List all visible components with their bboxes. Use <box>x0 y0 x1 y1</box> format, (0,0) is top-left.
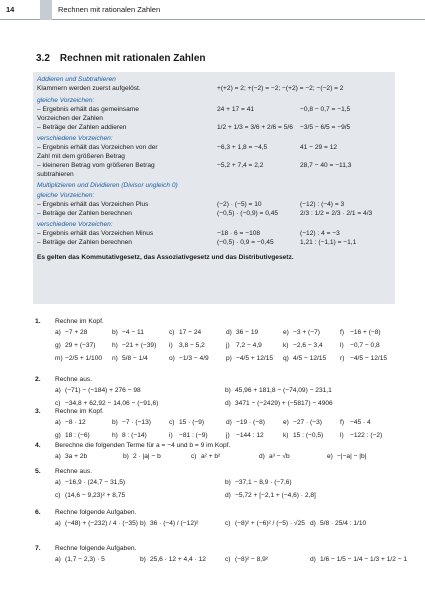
rule-line: 2/3 : 1/2 = 2/3 · 2/1 = 4/3 <box>300 210 373 217</box>
task-label: d) <box>225 492 231 499</box>
section-number: 3.2 <box>36 53 50 64</box>
task-label: f) <box>340 419 345 426</box>
task-label: b) <box>112 329 118 336</box>
task-label: a) <box>55 329 61 336</box>
task-label: d) <box>259 453 265 460</box>
task-label: j) <box>226 342 230 349</box>
task-label: d) <box>226 419 232 426</box>
task-label: h) <box>112 342 118 349</box>
task-expression: 7,2 − 4,9 <box>236 342 262 349</box>
exercise-instruction: Rechne aus. <box>55 468 93 475</box>
task-expression: −27 · (−3) <box>293 419 322 426</box>
task-expression: −122 : (−2) <box>350 432 383 439</box>
task-expression: 2 · |a| − b <box>133 453 161 460</box>
task-label: n) <box>112 355 118 362</box>
exercise-number: 7. <box>35 545 41 552</box>
task-label: a) <box>55 453 61 460</box>
exercise-number: 1. <box>35 318 41 325</box>
task-label: b) <box>225 479 231 486</box>
task-expression: −81 : (−9) <box>179 432 208 439</box>
rule-subheading: verschiedene Vorzeichen: <box>37 135 113 142</box>
task-expression: 45,96 + 181,8 − (−74,09) − 231,1 <box>235 387 332 394</box>
exercise-instruction: Berechne die folgenden Terme für a = −4 und b = 9 im Kopf. <box>55 442 231 449</box>
exercise-number: 3. <box>35 408 41 415</box>
task-expression: −7 + 28 <box>65 329 88 336</box>
task-label: d) <box>310 520 316 527</box>
task-expression: 3471 − (−2429) + (−5817) − 4906 <box>235 400 333 407</box>
task-expression: 3a + 2b <box>65 453 88 460</box>
task-label: m) <box>55 355 63 362</box>
task-label: b) <box>112 419 118 426</box>
task-expression: 4/5 − 12/15 <box>293 355 327 362</box>
task-expression: (−48) + (−232) / 4 · (−35) <box>65 520 138 527</box>
task-expression: (−71) − (−184) + 276 − 98 <box>65 387 141 394</box>
task-label: q) <box>283 355 289 362</box>
task-label: k) <box>283 432 289 439</box>
task-label: b) <box>225 387 231 394</box>
task-expression: 3,8 − 5,2 <box>179 342 205 349</box>
task-expression: −16 + (−8) <box>350 329 381 336</box>
exercise-number: 2. <box>35 376 41 383</box>
task-expression: −3 + (−7) <box>293 329 320 336</box>
task-expression: 25,6 · 12 + 4,4 · 12 <box>150 556 206 563</box>
task-label: k) <box>283 342 289 349</box>
task-expression: 15 : (−0,5) <box>293 432 324 439</box>
task-label: l) <box>340 432 344 439</box>
task-expression: 5/8 · 25/4 : 1/10 <box>320 520 367 527</box>
rule-line: 1/2 + 1/3 = 3/6 + 2/6 = 5/6 <box>217 124 293 131</box>
section-title: Rechnen mit rationalen Zahlen <box>59 53 206 64</box>
task-expression: −5,72 + [−2,1 + (−4,6) · 2,8] <box>235 492 316 499</box>
rule-line: 24 + 17 = 41 <box>217 106 255 113</box>
rule-line: 28,7 − 40 = −11,3 <box>300 162 352 169</box>
task-label: c) <box>169 329 175 336</box>
rule-subheading: gleiche Vorzeichen: <box>37 97 95 104</box>
exercise-number: 5. <box>35 468 41 475</box>
task-expression: (−8)² + (−6)² / (−5) · √25 <box>235 520 305 527</box>
exercise-instruction: Rechne folgende Aufgaben. <box>55 545 137 552</box>
rule-heading: Addieren und Subtrahieren <box>37 76 116 83</box>
task-expression: −4/5 + 12/15 <box>236 355 274 362</box>
rule-subheading: gleiche Vorzeichen: <box>37 192 95 199</box>
task-label: p) <box>226 355 232 362</box>
rule-line: 1,21 : (−1,1) = −1,1 <box>300 239 357 246</box>
task-expression: 15 · (−9) <box>179 419 205 426</box>
header-stripe <box>40 0 52 20</box>
task-expression: a³ − √b <box>269 453 290 460</box>
exercise-number: 4. <box>35 442 41 449</box>
task-label: o) <box>169 355 175 362</box>
rule-line: (−2) · (−5) = 10 <box>217 201 262 208</box>
rule-line: – Ergebnis erhält das Vorzeichen Minus <box>37 230 154 237</box>
running-title: Rechnen mit rationalen Zahlen <box>58 5 161 14</box>
exercise-instruction: Rechne folgende Aufgaben. <box>55 509 137 516</box>
task-label: c) <box>55 492 61 499</box>
task-expression: 17 − 24 <box>179 329 202 336</box>
task-label: e) <box>283 329 289 336</box>
task-expression: 36 · (−4) / (−12)² <box>150 520 199 527</box>
task-expression: −1/3 − 4/9 <box>179 355 209 362</box>
exercise-instruction: Rechne aus. <box>55 376 93 383</box>
rule-line: (−0,5) · 0,9 = −0,45 <box>217 239 274 246</box>
rules-box <box>33 72 395 304</box>
rule-line: (−12) : (−4) = 3 <box>300 201 345 208</box>
task-expression: −7 · (−13) <box>122 419 151 426</box>
rule-line: Zahl mit dem größeren Betrag <box>37 153 125 160</box>
task-expression: 29 + (−37) <box>65 342 96 349</box>
rule-line: (−12) : 4 = −3 <box>300 230 340 237</box>
task-label: c) <box>225 556 231 563</box>
task-label: r) <box>340 355 345 362</box>
rule-line: – Beträge der Zahlen addieren <box>37 124 127 131</box>
task-label: a) <box>55 387 61 394</box>
task-label: a) <box>55 419 61 426</box>
task-label: i) <box>169 342 173 349</box>
rule-line: Klammern werden zuerst aufgelöst. <box>37 85 141 92</box>
rule-line: – Ergebnis erhält das Vorzeichen von der <box>37 144 158 151</box>
task-label: h) <box>112 432 118 439</box>
task-expression: 8 : (−14) <box>122 432 147 439</box>
rule-line: +(+2) = 2; +(−2) = −2; −(+2) = −2; −(−2) = 2 <box>217 85 344 92</box>
task-label: l) <box>340 342 344 349</box>
task-expression: a² + b² <box>201 453 221 460</box>
rule-line: −18 · 6 = −108 <box>217 230 261 237</box>
task-expression: 18 : (−6) <box>65 432 90 439</box>
exercise-number: 6. <box>35 509 41 516</box>
rule-line: −0,8 − 0,7 = −1,5 <box>300 106 351 113</box>
rule-line: subtrahieren <box>37 171 74 178</box>
task-label: a) <box>55 520 61 527</box>
task-label: e) <box>283 419 289 426</box>
task-label: f) <box>340 329 345 336</box>
task-expression: −2,6 − 3,4 <box>293 342 323 349</box>
rule-line: – Ergebnis erhält das gemeinsame <box>37 106 139 113</box>
task-label: b) <box>123 453 129 460</box>
task-label: b) <box>140 520 146 527</box>
task-expression: −8 · 12 <box>65 419 86 426</box>
task-label: b) <box>140 556 146 563</box>
rule-line: −3/5 − 6/5 = −9/5 <box>300 124 351 131</box>
task-expression: 36 − 19 <box>236 329 259 336</box>
task-label: c) <box>169 419 175 426</box>
rule-line: Es gelten das Kommutativgesetz, das Assoziativgesetz und das Distributivgesetz. <box>37 254 294 261</box>
task-expression: −4/5 − 12/15 <box>350 355 388 362</box>
task-expression: −37,1 − 8,9 · (−7,6) <box>235 479 292 486</box>
task-expression: −34,8 + 62,92 − 14,06 − (−91,6) <box>65 400 159 407</box>
task-expression: −2/5 + 1/100 <box>65 355 103 362</box>
task-label: j) <box>226 432 230 439</box>
task-label: g) <box>55 432 61 439</box>
rule-line: −5,2 + 7,4 = 2,2 <box>217 162 264 169</box>
page-number: 14 <box>6 5 15 14</box>
task-expression: −0,7 − 0,8 <box>350 342 380 349</box>
exercise-instruction: Rechne im Kopf. <box>55 318 104 325</box>
section-heading <box>36 53 216 64</box>
task-expression: −16,9 · (24,7 − 31,5) <box>65 479 126 486</box>
task-label: i) <box>169 432 173 439</box>
task-expression: −|−a| − |b| <box>337 453 367 460</box>
page-header <box>0 0 425 20</box>
task-expression: 5/8 − 1/4 <box>122 355 148 362</box>
rule-line: −6,3 + 1,8 = −4,5 <box>217 144 268 151</box>
task-label: c) <box>55 400 61 407</box>
rule-line: (−0,5) · (−0,9) = 0,45 <box>217 210 279 217</box>
task-label: c) <box>191 453 197 460</box>
rule-heading: Multiplizieren und Dividieren (Divisor ungleich 0) <box>37 182 178 189</box>
task-label: d) <box>226 329 232 336</box>
task-label: e) <box>327 453 333 460</box>
task-label: a) <box>55 479 61 486</box>
task-expression: 1/6 − 1/5 − 1/4 − 1/3 + 1/2 − 1 <box>320 556 408 563</box>
task-expression: (1,7 − 2,3) · 5 <box>65 556 105 563</box>
rule-line: 41 − 29 = 12 <box>300 144 338 151</box>
task-label: d) <box>225 400 231 407</box>
rule-subheading: verschiedene Vorzeichen: <box>37 221 113 228</box>
rule-line: – Beträge der Zahlen berechnen <box>37 210 132 217</box>
rule-line: – Beträge der Zahlen berechnen <box>37 239 132 246</box>
task-expression: (−8)² − 8,9² <box>235 556 268 563</box>
task-label: c) <box>225 520 231 527</box>
task-expression: −19 · (−8) <box>236 419 265 426</box>
task-expression: −45 · 4 <box>350 419 371 426</box>
task-label: d) <box>310 556 316 563</box>
task-expression: −21 + (−39) <box>122 342 157 349</box>
task-label: g) <box>55 342 61 349</box>
rule-line: – kleineren Betrag vom größeren Betrag <box>37 162 155 169</box>
task-expression: (14,6 − 9,23)² + 8,75 <box>65 492 126 499</box>
task-expression: −4 − 11 <box>122 329 144 336</box>
rule-line: – Ergebnis erhält das Vorzeichen Plus <box>37 201 149 208</box>
task-label: a) <box>55 556 61 563</box>
task-expression: −144 : 12 <box>236 432 264 439</box>
exercise-instruction: Rechne im Kopf. <box>55 408 104 415</box>
rule-line: Vorzeichen der Zahlen <box>37 115 103 122</box>
